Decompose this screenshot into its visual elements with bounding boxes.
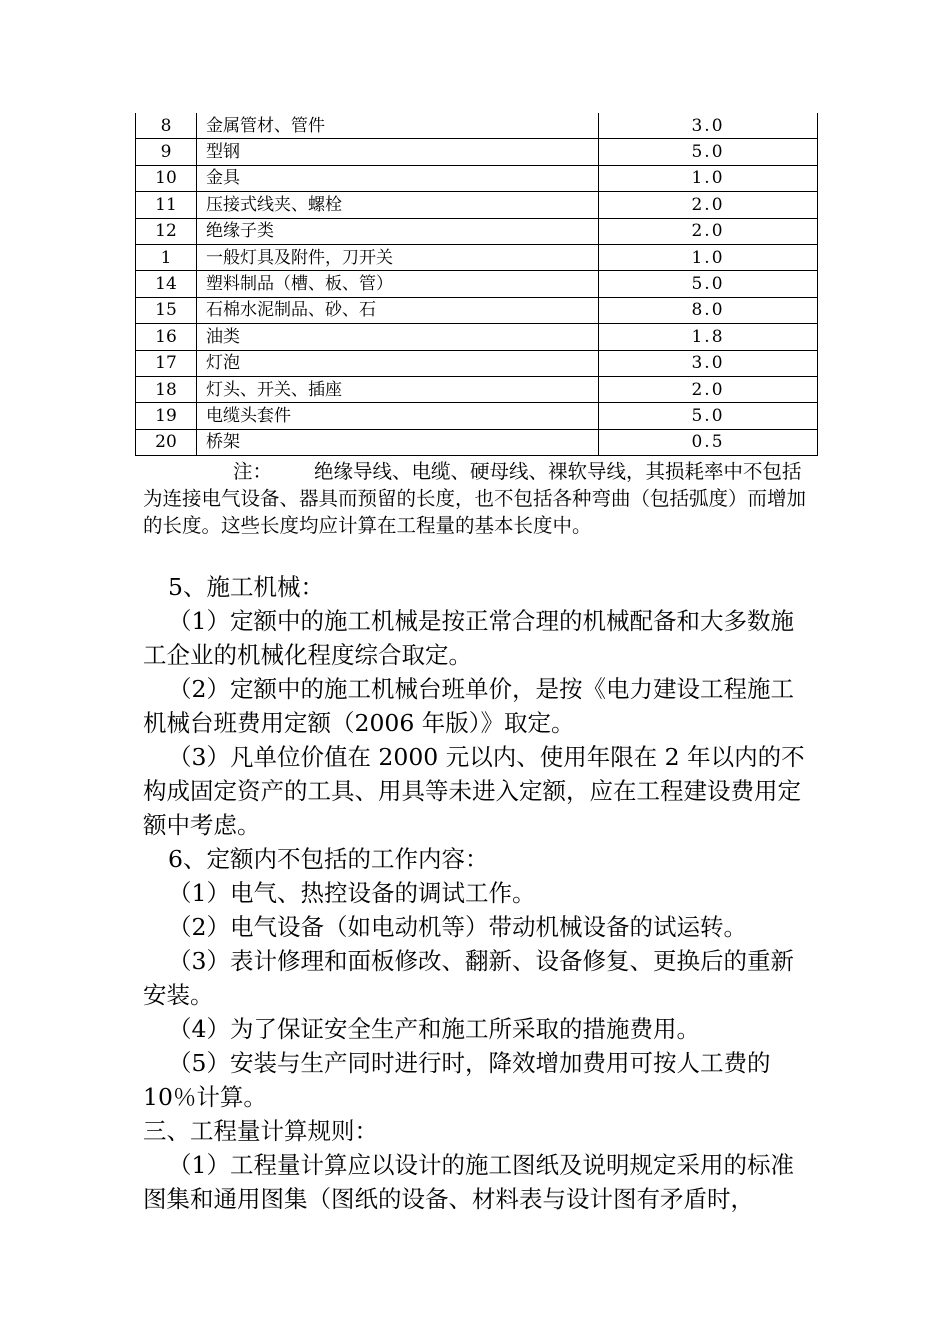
row-number: 16 [136,324,197,350]
body-text [143,570,813,1216]
material-name: 金属管材、管件 [197,113,599,139]
table-row [136,403,818,429]
row-number: 18 [136,376,197,402]
table-row [136,244,818,270]
loss-rate: 5.0 [599,403,818,429]
paragraph: （2）定额中的施工机械台班单价，是按《电力建设工程施工机械台班费用定额（2006 年版）》取定。 [143,675,794,737]
material-name: 石棉水泥制品、砂、石 [197,297,599,323]
paragraph: （1）定额中的施工机械是按正常合理的机械配备和大多数施工企业的机械化程度综合取定。 [143,607,794,669]
loss-rate: 3.0 [599,113,818,139]
loss-rate: 0.5 [599,429,818,455]
material-name: 一般灯具及附件，刀开关 [197,244,599,270]
row-number: 11 [136,192,197,218]
loss-rate: 1.0 [599,165,818,191]
paragraph: （4）为了保证安全生产和施工所采取的措施费用。 [168,1015,700,1043]
loss-rate: 2.0 [599,218,818,244]
loss-rate: 1.8 [599,324,818,350]
material-name: 绝缘子类 [197,218,599,244]
row-number: 15 [136,297,197,323]
material-name: 压接式线夹、螺栓 [197,192,599,218]
loss-rate: 5.0 [599,139,818,165]
table-row [136,139,818,165]
loss-rate: 2.0 [599,192,818,218]
loss-rate: 8.0 [599,297,818,323]
row-number: 9 [136,139,197,165]
material-name: 油类 [197,324,599,350]
material-loss-table [135,113,818,456]
table-row [136,271,818,297]
loss-rate: 1.0 [599,244,818,270]
table-row [136,429,818,455]
paragraph: （1）电气、热控设备的调试工作。 [168,879,536,907]
table-note [143,458,813,539]
paragraph: （1）工程量计算应以设计的施工图纸及说明规定采用的标准图集和通用图集（图纸的设备、材料表与设计图有矛盾时， [143,1151,794,1213]
heading-construction-machinery: 5、施工机械： [168,573,324,601]
material-name: 灯头、开关、插座 [197,376,599,402]
row-number: 12 [136,218,197,244]
row-number: 1 [136,244,197,270]
paragraph: （3）表计修理和面板修改、翻新、设备修复、更换后的重新安装。 [143,947,794,1009]
heading-quantity-rules: 三、工程量计算规则： [143,1117,378,1145]
table-row [136,165,818,191]
paragraph: （2）电气设备（如电动机等）带动机械设备的试运转。 [168,913,747,941]
table-row [136,113,818,139]
table-row [136,324,818,350]
table-row [136,218,818,244]
row-number: 10 [136,165,197,191]
row-number: 20 [136,429,197,455]
paragraph: （5）安装与生产同时进行时，降效增加费用可按人工费的10％计算。 [143,1049,771,1111]
paragraph: （3）凡单位价值在 2000 元以内、使用年限在 2 年以内的不构成固定资产的工具、用具等未进入定额，应在工程建设费用定额中考虑。 [143,743,805,839]
material-name: 型钢 [197,139,599,165]
table-row [136,376,818,402]
material-name: 电缆头套件 [197,403,599,429]
material-name: 金具 [197,165,599,191]
loss-rate: 3.0 [599,350,818,376]
loss-rate: 5.0 [599,271,818,297]
heading-excluded-work: 6、定额内不包括的工作内容： [168,845,489,873]
note-continuation: 不包括为连接电气设备、器具而预留的长度，也不包括各种弯曲（包括弧度）而增加的长度。这些长度均应计算在工程量的基本长度中。 [143,460,807,537]
table-row [136,297,818,323]
material-name: 桥架 [197,429,599,455]
row-number: 8 [136,113,197,139]
table-row [136,192,818,218]
material-name: 灯泡 [197,350,599,376]
note-first-line: 绝缘导线、电缆、硬母线、裸软导线，其损耗率中 [314,460,744,483]
row-number: 17 [136,350,197,376]
loss-rate: 2.0 [599,376,818,402]
row-number: 19 [136,403,197,429]
material-name: 塑料制品（槽、板、管） [197,271,599,297]
note-label: 注： [233,460,273,483]
row-number: 14 [136,271,197,297]
table-row [136,350,818,376]
